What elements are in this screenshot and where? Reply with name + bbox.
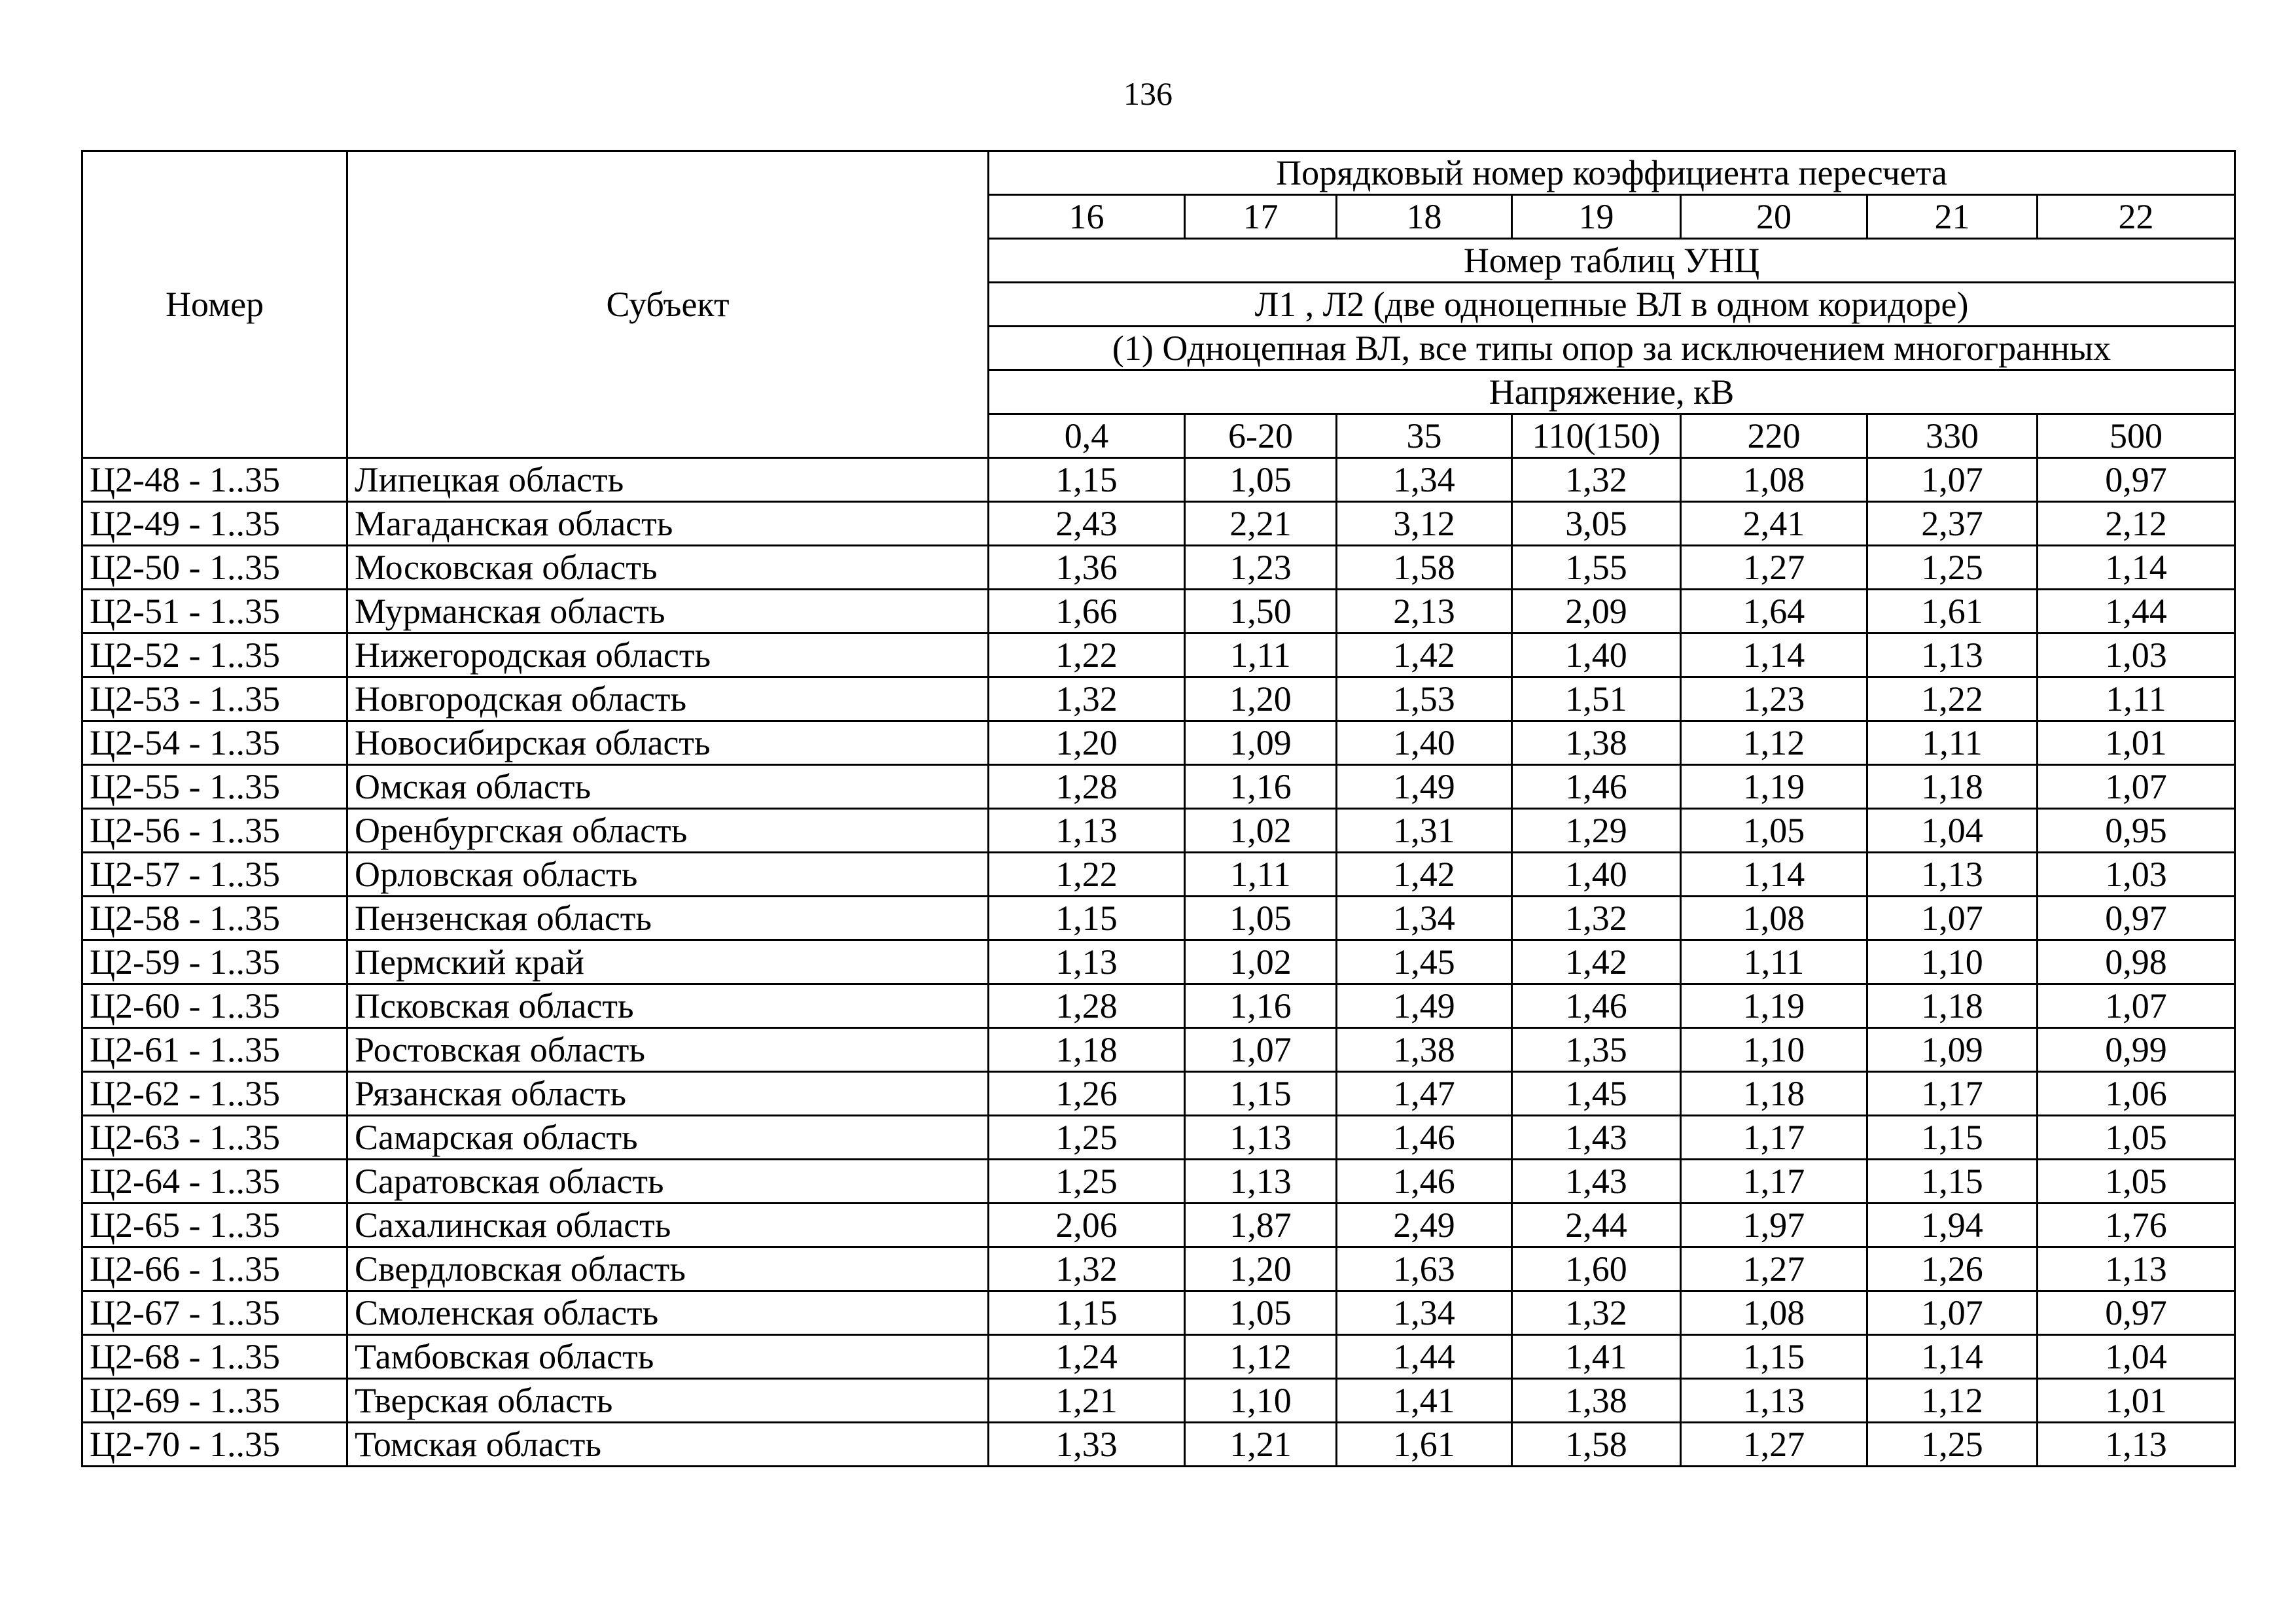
header-table-type: (1) Одноцепная ВЛ, все типы опор за исключением многогранных <box>989 327 2235 370</box>
row-code: Ц2-64 - 1..35 <box>82 1160 347 1204</box>
row-value: 1,07 <box>1185 1028 1337 1072</box>
table-row <box>82 1379 2235 1423</box>
row-value: 1,32 <box>1512 1291 1681 1335</box>
row-subject: Липецкая область <box>347 458 989 502</box>
row-value: 1,11 <box>1681 940 1867 984</box>
table-row <box>82 809 2235 853</box>
row-value: 1,53 <box>1337 677 1512 721</box>
row-value: 2,12 <box>2038 502 2235 546</box>
voltage-label: 35 <box>1337 414 1512 458</box>
row-value: 1,40 <box>1512 633 1681 677</box>
row-value: 1,11 <box>2038 677 2235 721</box>
row-value: 1,97 <box>1681 1204 1867 1247</box>
row-value: 1,10 <box>1867 940 2038 984</box>
row-value: 1,33 <box>989 1423 1185 1467</box>
row-value: 1,34 <box>1337 897 1512 940</box>
row-value: 1,41 <box>1337 1379 1512 1423</box>
row-code: Ц2-62 - 1..35 <box>82 1072 347 1116</box>
voltage-label: 500 <box>2038 414 2235 458</box>
row-value: 1,14 <box>2038 546 2235 590</box>
row-value: 1,10 <box>1681 1028 1867 1072</box>
row-value: 1,61 <box>1867 590 2038 633</box>
table-row <box>82 721 2235 765</box>
row-value: 1,01 <box>2038 721 2235 765</box>
row-code: Ц2-56 - 1..35 <box>82 809 347 853</box>
row-value: 1,32 <box>1512 458 1681 502</box>
row-value: 1,40 <box>1512 853 1681 897</box>
row-code: Ц2-67 - 1..35 <box>82 1291 347 1335</box>
row-value: 1,07 <box>1867 458 2038 502</box>
row-value: 0,97 <box>2038 458 2235 502</box>
row-subject: Ростовская область <box>347 1028 989 1072</box>
row-value: 1,76 <box>2038 1204 2235 1247</box>
row-code: Ц2-55 - 1..35 <box>82 765 347 809</box>
row-value: 1,55 <box>1512 546 1681 590</box>
table-row <box>82 1072 2235 1116</box>
row-value: 1,27 <box>1681 1247 1867 1291</box>
row-value: 1,04 <box>2038 1335 2235 1379</box>
row-value: 1,51 <box>1512 677 1681 721</box>
row-value: 1,87 <box>1185 1204 1337 1247</box>
table-body <box>82 151 2235 1467</box>
coef-number: 22 <box>2038 195 2235 239</box>
row-value: 1,28 <box>989 765 1185 809</box>
row-value: 1,49 <box>1337 984 1512 1028</box>
row-value: 1,12 <box>1681 721 1867 765</box>
voltage-label: 0,4 <box>989 414 1185 458</box>
row-value: 1,40 <box>1337 721 1512 765</box>
row-value: 1,46 <box>1337 1160 1512 1204</box>
row-value: 1,17 <box>1867 1072 2038 1116</box>
row-subject: Новосибирская область <box>347 721 989 765</box>
row-subject: Оренбургская область <box>347 809 989 853</box>
row-value: 1,14 <box>1681 633 1867 677</box>
row-value: 1,17 <box>1681 1160 1867 1204</box>
row-value: 1,22 <box>1867 677 2038 721</box>
header-voltage-title: Напряжение, кВ <box>989 370 2235 414</box>
row-value: 1,07 <box>1867 1291 2038 1335</box>
row-value: 1,19 <box>1681 984 1867 1028</box>
row-value: 1,16 <box>1185 765 1337 809</box>
voltage-label: 330 <box>1867 414 2038 458</box>
row-value: 1,09 <box>1185 721 1337 765</box>
row-value: 1,07 <box>1867 897 2038 940</box>
col-header-number: Номер <box>82 151 347 458</box>
row-value: 1,38 <box>1512 721 1681 765</box>
row-value: 1,42 <box>1512 940 1681 984</box>
row-value: 3,12 <box>1337 502 1512 546</box>
row-value: 1,61 <box>1337 1423 1512 1467</box>
table-row <box>82 458 2235 502</box>
row-value: 1,42 <box>1337 853 1512 897</box>
row-value: 1,20 <box>1185 1247 1337 1291</box>
row-code: Ц2-63 - 1..35 <box>82 1116 347 1160</box>
row-value: 1,43 <box>1512 1160 1681 1204</box>
row-code: Ц2-69 - 1..35 <box>82 1379 347 1423</box>
table-row <box>82 633 2235 677</box>
row-code: Ц2-48 - 1..35 <box>82 458 347 502</box>
coef-number: 16 <box>989 195 1185 239</box>
row-value: 2,41 <box>1681 502 1867 546</box>
row-value: 2,37 <box>1867 502 2038 546</box>
coef-number: 17 <box>1185 195 1337 239</box>
coef-number: 21 <box>1867 195 2038 239</box>
row-value: 2,06 <box>989 1204 1185 1247</box>
page-number: 136 <box>1123 75 1173 112</box>
row-value: 1,60 <box>1512 1247 1681 1291</box>
row-value: 1,32 <box>989 677 1185 721</box>
row-value: 0,97 <box>2038 1291 2235 1335</box>
row-value: 1,46 <box>1512 984 1681 1028</box>
row-value: 1,18 <box>1681 1072 1867 1116</box>
row-code: Ц2-57 - 1..35 <box>82 853 347 897</box>
table-row <box>82 1160 2235 1204</box>
table-row <box>82 1423 2235 1467</box>
row-value: 1,13 <box>1681 1379 1867 1423</box>
table-row <box>82 853 2235 897</box>
table-row <box>82 1247 2235 1291</box>
row-value: 1,20 <box>989 721 1185 765</box>
row-value: 1,13 <box>1185 1116 1337 1160</box>
row-value: 1,66 <box>989 590 1185 633</box>
row-value: 1,15 <box>989 1291 1185 1335</box>
header-table-subtitle: Л1 , Л2 (две одноцепные ВЛ в одном коридоре) <box>989 283 2235 327</box>
row-value: 1,13 <box>1867 853 2038 897</box>
row-subject: Нижегородская область <box>347 633 989 677</box>
row-value: 1,24 <box>989 1335 1185 1379</box>
row-value: 1,23 <box>1681 677 1867 721</box>
row-value: 1,02 <box>1185 940 1337 984</box>
row-value: 1,11 <box>1867 721 2038 765</box>
row-value: 1,58 <box>1337 546 1512 590</box>
row-subject: Тверская область <box>347 1379 989 1423</box>
row-value: 1,31 <box>1337 809 1512 853</box>
row-value: 1,08 <box>1681 1291 1867 1335</box>
row-subject: Мурманская область <box>347 590 989 633</box>
row-value: 1,07 <box>2038 984 2235 1028</box>
row-value: 1,08 <box>1681 458 1867 502</box>
row-value: 2,49 <box>1337 1204 1512 1247</box>
row-value: 1,43 <box>1512 1116 1681 1160</box>
row-value: 1,12 <box>1185 1335 1337 1379</box>
row-value: 1,32 <box>989 1247 1185 1291</box>
coefficients-table <box>81 150 2236 1467</box>
row-value: 1,26 <box>1867 1247 2038 1291</box>
row-value: 1,15 <box>1185 1072 1337 1116</box>
row-value: 1,13 <box>2038 1423 2235 1467</box>
header-row-coef-title <box>82 151 2235 195</box>
row-subject: Саратовская область <box>347 1160 989 1204</box>
row-value: 1,41 <box>1512 1335 1681 1379</box>
row-value: 1,50 <box>1185 590 1337 633</box>
row-value: 1,14 <box>1867 1335 2038 1379</box>
table-row <box>82 590 2235 633</box>
header-table-title: Номер таблиц УНЦ <box>989 239 2235 283</box>
row-value: 1,17 <box>1681 1116 1867 1160</box>
row-value: 1,36 <box>989 546 1185 590</box>
row-value: 2,13 <box>1337 590 1512 633</box>
row-value: 1,58 <box>1512 1423 1681 1467</box>
row-value: 1,13 <box>1867 633 2038 677</box>
row-value: 1,27 <box>1681 546 1867 590</box>
row-value: 1,03 <box>2038 853 2235 897</box>
row-value: 1,38 <box>1337 1028 1512 1072</box>
row-value: 1,34 <box>1337 1291 1512 1335</box>
row-value: 1,03 <box>2038 633 2235 677</box>
row-value: 1,34 <box>1337 458 1512 502</box>
row-subject: Тамбовская область <box>347 1335 989 1379</box>
row-value: 1,12 <box>1867 1379 2038 1423</box>
row-value: 1,05 <box>1185 897 1337 940</box>
row-subject: Пензенская область <box>347 897 989 940</box>
row-value: 1,18 <box>1867 765 2038 809</box>
table-row <box>82 1204 2235 1247</box>
table-row <box>82 1335 2235 1379</box>
table-row <box>82 940 2235 984</box>
row-value: 1,22 <box>989 633 1185 677</box>
row-value: 1,25 <box>989 1116 1185 1160</box>
row-value: 1,46 <box>1337 1116 1512 1160</box>
row-value: 2,43 <box>989 502 1185 546</box>
row-value: 0,97 <box>2038 897 2235 940</box>
row-value: 1,18 <box>989 1028 1185 1072</box>
row-value: 1,32 <box>1512 897 1681 940</box>
row-subject: Рязанская область <box>347 1072 989 1116</box>
row-value: 0,95 <box>2038 809 2235 853</box>
row-value: 1,64 <box>1681 590 1867 633</box>
voltage-label: 220 <box>1681 414 1867 458</box>
row-value: 1,01 <box>2038 1379 2235 1423</box>
coef-number: 20 <box>1681 195 1867 239</box>
row-code: Ц2-70 - 1..35 <box>82 1423 347 1467</box>
row-value: 1,14 <box>1681 853 1867 897</box>
row-value: 1,29 <box>1512 809 1681 853</box>
row-value: 1,23 <box>1185 546 1337 590</box>
row-subject: Самарская область <box>347 1116 989 1160</box>
row-value: 1,20 <box>1185 677 1337 721</box>
table-row <box>82 1291 2235 1335</box>
coef-number: 19 <box>1512 195 1681 239</box>
table-row <box>82 765 2235 809</box>
row-code: Ц2-58 - 1..35 <box>82 897 347 940</box>
row-code: Ц2-65 - 1..35 <box>82 1204 347 1247</box>
col-header-subject: Субъект <box>347 151 989 458</box>
row-subject: Новгородская область <box>347 677 989 721</box>
row-value: 1,10 <box>1185 1379 1337 1423</box>
row-subject: Магаданская область <box>347 502 989 546</box>
table-row <box>82 677 2235 721</box>
row-value: 1,13 <box>989 809 1185 853</box>
row-value: 1,47 <box>1337 1072 1512 1116</box>
row-value: 1,25 <box>1867 546 2038 590</box>
row-code: Ц2-50 - 1..35 <box>82 546 347 590</box>
row-value: 0,98 <box>2038 940 2235 984</box>
row-value: 1,21 <box>1185 1423 1337 1467</box>
row-value: 1,05 <box>1185 458 1337 502</box>
row-value: 1,04 <box>1867 809 2038 853</box>
row-subject: Псковская область <box>347 984 989 1028</box>
row-value: 1,15 <box>989 458 1185 502</box>
row-code: Ц2-68 - 1..35 <box>82 1335 347 1379</box>
row-value: 2,21 <box>1185 502 1337 546</box>
row-value: 1,06 <box>2038 1072 2235 1116</box>
table-row <box>82 897 2235 940</box>
row-code: Ц2-66 - 1..35 <box>82 1247 347 1291</box>
row-value: 1,25 <box>989 1160 1185 1204</box>
row-code: Ц2-51 - 1..35 <box>82 590 347 633</box>
row-value: 2,44 <box>1512 1204 1681 1247</box>
row-value: 1,49 <box>1337 765 1512 809</box>
row-code: Ц2-52 - 1..35 <box>82 633 347 677</box>
row-subject: Свердловская область <box>347 1247 989 1291</box>
row-value: 1,16 <box>1185 984 1337 1028</box>
row-value: 1,35 <box>1512 1028 1681 1072</box>
row-value: 1,46 <box>1512 765 1681 809</box>
row-value: 1,22 <box>989 853 1185 897</box>
row-value: 1,45 <box>1512 1072 1681 1116</box>
row-subject: Смоленская область <box>347 1291 989 1335</box>
row-value: 1,45 <box>1337 940 1512 984</box>
row-subject: Омская область <box>347 765 989 809</box>
row-value: 1,25 <box>1867 1423 2038 1467</box>
row-value: 1,15 <box>989 897 1185 940</box>
row-value: 1,63 <box>1337 1247 1512 1291</box>
table-row <box>82 1116 2235 1160</box>
row-value: 1,11 <box>1185 853 1337 897</box>
row-value: 1,44 <box>1337 1335 1512 1379</box>
row-value: 1,18 <box>1867 984 2038 1028</box>
row-value: 3,05 <box>1512 502 1681 546</box>
row-value: 1,13 <box>2038 1247 2235 1291</box>
row-value: 0,99 <box>2038 1028 2235 1072</box>
row-value: 1,38 <box>1512 1379 1681 1423</box>
row-value: 1,08 <box>1681 897 1867 940</box>
row-value: 1,26 <box>989 1072 1185 1116</box>
row-value: 1,28 <box>989 984 1185 1028</box>
table-row <box>82 502 2235 546</box>
row-code: Ц2-61 - 1..35 <box>82 1028 347 1072</box>
header-coef-title: Порядковый номер коэффициента пересчета <box>989 151 2235 195</box>
row-value: 1,44 <box>2038 590 2235 633</box>
row-code: Ц2-60 - 1..35 <box>82 984 347 1028</box>
row-value: 1,05 <box>2038 1160 2235 1204</box>
row-value: 1,13 <box>1185 1160 1337 1204</box>
row-subject: Томская область <box>347 1423 989 1467</box>
coef-number: 18 <box>1337 195 1512 239</box>
row-value: 1,02 <box>1185 809 1337 853</box>
row-code: Ц2-49 - 1..35 <box>82 502 347 546</box>
row-value: 1,94 <box>1867 1204 2038 1247</box>
row-subject: Орловская область <box>347 853 989 897</box>
row-subject: Пермский край <box>347 940 989 984</box>
table-row <box>82 546 2235 590</box>
row-value: 1,05 <box>1185 1291 1337 1335</box>
row-code: Ц2-54 - 1..35 <box>82 721 347 765</box>
row-value: 1,42 <box>1337 633 1512 677</box>
row-code: Ц2-53 - 1..35 <box>82 677 347 721</box>
row-subject: Московская область <box>347 546 989 590</box>
row-value: 1,15 <box>1867 1116 2038 1160</box>
row-code: Ц2-59 - 1..35 <box>82 940 347 984</box>
table-row <box>82 984 2235 1028</box>
row-value: 1,21 <box>989 1379 1185 1423</box>
voltage-label: 110(150) <box>1512 414 1681 458</box>
row-value: 1,09 <box>1867 1028 2038 1072</box>
row-value: 1,19 <box>1681 765 1867 809</box>
row-subject: Сахалинская область <box>347 1204 989 1247</box>
row-value: 1,07 <box>2038 765 2235 809</box>
table-row <box>82 1028 2235 1072</box>
row-value: 1,27 <box>1681 1423 1867 1467</box>
row-value: 1,05 <box>1681 809 1867 853</box>
row-value: 2,09 <box>1512 590 1681 633</box>
row-value: 1,15 <box>1867 1160 2038 1204</box>
row-value: 1,05 <box>2038 1116 2235 1160</box>
row-value: 1,13 <box>989 940 1185 984</box>
row-value: 1,15 <box>1681 1335 1867 1379</box>
row-value: 1,11 <box>1185 633 1337 677</box>
voltage-label: 6-20 <box>1185 414 1337 458</box>
